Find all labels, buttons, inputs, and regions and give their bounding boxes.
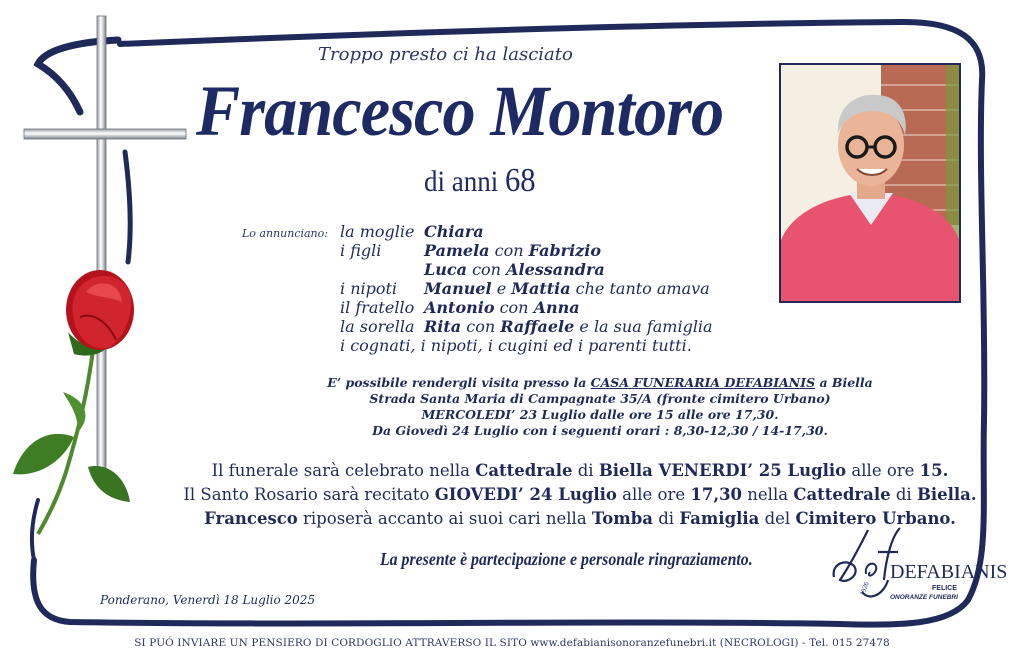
relative-text: i cognati, i nipoti, i cugini ed i parenti tutti. (340, 336, 692, 355)
relative-row (340, 260, 760, 279)
relative-name: Raffaele (500, 317, 575, 336)
age-value: 68 (505, 162, 536, 199)
relative-name: Manuel (424, 279, 492, 298)
funeral-text: alle ore (616, 485, 691, 504)
funeral-text: alle ore (846, 461, 920, 480)
funeral-text: di (653, 509, 680, 528)
relative-name: Rita (424, 317, 462, 336)
funeral-text: del (759, 509, 796, 528)
thanks-line: La presente è partecipazione e personale ringraziamento. (380, 549, 753, 569)
relative-name: Luca (424, 260, 467, 279)
place-date: Ponderano, Venerdì 18 Luglio 2025 (100, 593, 316, 607)
funeral-highlight: Cattedrale (793, 485, 891, 504)
relative-name: Mattia (511, 279, 571, 298)
relative-name: Pamela (424, 241, 490, 260)
visit-line1-b: a Biella (815, 375, 873, 390)
funeral-highlight: 17,30 (690, 485, 743, 504)
logo-brand: DEFABIANIS (890, 561, 1008, 583)
announcement-lead: Lo annunciano: (242, 227, 328, 240)
relation-label: il fratello (340, 298, 415, 317)
funeral-text: di (572, 461, 599, 480)
funeral-highlight: Francesco (204, 509, 298, 528)
funeral-text: Il Santo Rosario sarà recitato (183, 485, 435, 504)
funeral-highlight: Cattedrale (475, 461, 573, 480)
relative-row (340, 298, 760, 317)
funeral-highlight: Cimitero Urbano. (795, 509, 956, 528)
visit-info (300, 375, 900, 439)
relation-label: i figli (340, 241, 382, 260)
defabianis-logo (826, 522, 1008, 608)
visit-line1-a: E’ possibile rendergli visita presso la (327, 375, 591, 390)
logo-year: 1926 (858, 580, 871, 597)
visit-hours: Da Giovedì 24 Luglio con i seguenti orari : 8,30-12,30 / 14-17,30. (372, 423, 828, 438)
relative-text: con (461, 317, 501, 336)
relative-name: Anna (533, 298, 580, 317)
relative-text: con (494, 298, 534, 317)
funeral-home-link: CASA FUNERARIA DEFABIANIS (590, 375, 816, 390)
funeral-highlight: Biella VENERDI’ 25 Luglio (598, 461, 847, 480)
deceased-name: Francesco Montoro (196, 71, 724, 151)
relative-row (340, 241, 760, 260)
relation-label: la sorella (340, 317, 415, 336)
funeral-highlight: Tomba (591, 509, 653, 528)
relative-name: Alessandra (506, 260, 605, 279)
funeral-line (160, 483, 1000, 507)
relative-text: con (489, 241, 529, 260)
funeral-text: nella (742, 485, 794, 504)
funeral-highlight: Famiglia (679, 509, 760, 528)
relation-label: la moglie (340, 222, 415, 241)
portrait-photo (779, 63, 961, 303)
relative-text: e (491, 279, 512, 298)
visit-wednesday: MERCOLEDI’ 23 Luglio dalle ore 15 alle ore 17,30. (421, 407, 779, 422)
funeral-text: riposerà accanto ai suoi cari nella (297, 509, 592, 528)
funeral-highlight: Biella. (916, 485, 977, 504)
relative-row (340, 336, 760, 355)
relation-label: i nipoti (340, 279, 398, 298)
intro-line: Troppo presto ci ha lasciato (318, 44, 573, 65)
relative-name: Fabrizio (528, 241, 601, 260)
relative-row (340, 222, 760, 241)
relative-text: che tanto amava (570, 279, 710, 298)
age-line (424, 162, 536, 200)
rose-icon (8, 262, 148, 542)
relative-row (340, 279, 760, 298)
logo-sub2: ONORANZE FUNEBRI (890, 594, 958, 601)
funeral-highlight: 15. (919, 461, 949, 480)
relatives-list (340, 222, 760, 355)
age-prefix: di anni (424, 165, 499, 198)
funeral-line (160, 459, 1000, 483)
relative-name: Antonio (424, 298, 495, 317)
relative-text: e la sua famiglia (574, 317, 713, 336)
visit-address: Strada Santa Maria di Campagnate 35/A (fronte cimitero Urbano) (369, 391, 831, 406)
funeral-highlight: GIOVEDI’ 24 Luglio (434, 485, 617, 504)
funeral-info (160, 459, 1000, 531)
relative-name: Chiara (424, 222, 484, 241)
relative-row (340, 317, 760, 336)
funeral-text: di (890, 485, 917, 504)
logo-sub1: FELICE (932, 585, 957, 592)
footer-note: SI PUÓ INVIARE UN PENSIERO DI CORDOGLIO ATTRAVERSO IL SITO www.defabianisonoranzefunebri.it (NECROLOGI) - Tel. 015 27478 (134, 637, 890, 649)
funeral-text: Il funerale sarà celebrato nella (211, 461, 476, 480)
relative-text: con (467, 260, 507, 279)
